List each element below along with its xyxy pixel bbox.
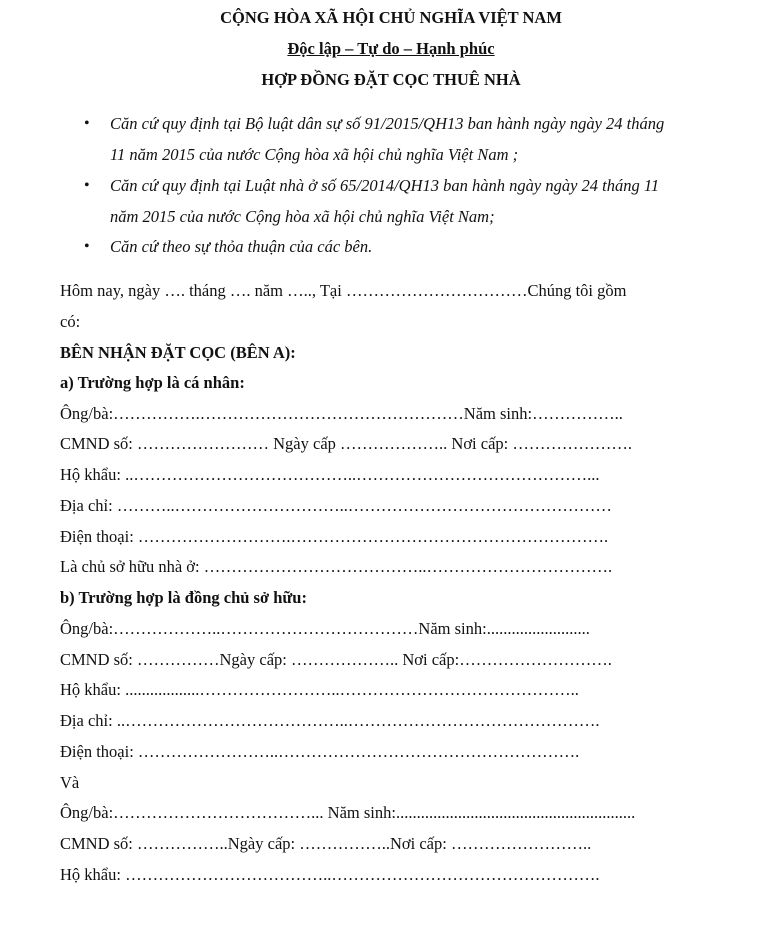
bullet-dot: • [84,238,90,255]
intro-line-1: Hôm nay, ngày …. tháng …. năm ….., Tại ……………………………Chúng tôi gồm [60,281,627,300]
case-b-second-id-line: CMND số: ……………..Ngày cấp: ……………..Nơi cấp: …………………….. [60,834,592,853]
case-b-address-line: Địa chỉ: ..…………………………………..………………………………………. [60,711,600,730]
case-a-owner-line: Là chủ sở hữu nhà ở: …………………………………..……………………………. [60,557,613,576]
intro-line-2: có: [60,312,81,331]
national-motto: Độc lập – Tự do – Hạnh phúc [287,39,495,58]
basis-3-line-1: Căn cứ theo sự thỏa thuận của các bên. [110,237,373,256]
case-a-phone-line: Điện thoại: ……………………….…………………………………………………. [60,527,609,546]
case-b-phone-line: Điện thoại: ……………………..………………………………………………. [60,742,580,761]
case-b-id-line: CMND số: ……………Ngày cấp: ……………….. Nơi cấp:………………………. [60,650,612,669]
document-title: HỢP ĐỒNG ĐẶT CỌC THUÊ NHÀ [261,70,521,89]
case-b-household-line: Hộ khẩu: ..................……………………..…………………………………….. [60,680,579,699]
case-a-name-line: Ông/bà:…………….…………………………………………Năm sinh:…………….. [60,404,623,423]
case-b-second-household-line: Hộ khẩu: ………………………………..…………………………………………. [60,865,600,884]
case-a-household-line: Hộ khẩu: ..…………………………………..……………………………………... [60,465,600,484]
case-b-heading: b) Trường hợp là đồng chủ sở hữu: [60,588,307,607]
basis-2-line-1: Căn cứ quy định tại Luật nhà ở số 65/2014/QH13 ban hành ngày ngày 24 tháng 11 [110,176,660,195]
country-name: CỘNG HÒA XÃ HỘI CHỦ NGHĨA VIỆT NAM [220,8,562,27]
basis-1-line-2: 11 năm 2015 của nước Cộng hòa xã hội chủ nghĩa Việt Nam ; [110,145,519,164]
case-b-second-name-line: Ông/bà:………………………………... Năm sinh:.......................................................... [60,803,636,822]
bullet-dot: • [84,177,90,194]
party-a-heading: BÊN NHẬN ĐẶT CỌC (BÊN A): [60,343,296,362]
case-b-name-line: Ông/bà:………………..………………………………Năm sinh:......................... [60,619,590,638]
basis-1-line-1: Căn cứ quy định tại Bộ luật dân sự số 91/2015/QH13 ban hành ngày ngày 24 tháng [110,114,665,133]
bullet-dot: • [84,115,90,132]
case-a-address-line: Địa chỉ: ………..…………………………..………………………………………… [60,496,612,515]
basis-2-line-2: năm 2015 của nước Cộng hòa xã hội chủ nghĩa Việt Nam; [110,207,495,226]
case-a-id-line: CMND số: …………………… Ngày cấp ……………….. Nơi cấp: …………………. [60,434,632,453]
conjunction-and: Và [60,773,80,792]
case-a-heading: a) Trường hợp là cá nhân: [60,373,245,392]
